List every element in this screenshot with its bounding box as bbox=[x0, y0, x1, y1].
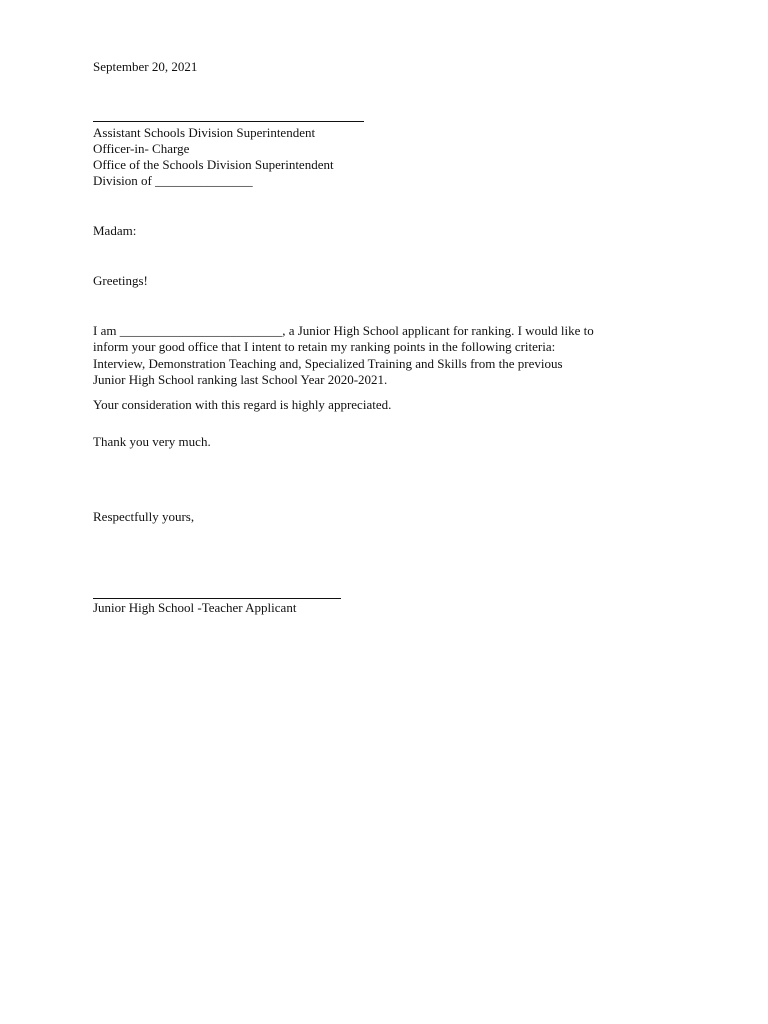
addressee-division: Division of _______________ bbox=[93, 173, 253, 188]
salutation: Madam: bbox=[93, 223, 137, 238]
addressee-name-blank-line bbox=[93, 121, 364, 122]
consideration-line: Your consideration with this regard is highly appreciated. bbox=[93, 397, 392, 412]
body-line: Interview, Demonstration Teaching and, Specialized Training and Skills from the previous bbox=[93, 355, 563, 371]
greeting: Greetings! bbox=[93, 273, 148, 288]
body-line: Junior High School ranking last School Year 2020-2021. bbox=[93, 372, 388, 388]
signature-caption: Junior High School -Teacher Applicant bbox=[93, 600, 297, 615]
addressee-position: Officer-in- Charge bbox=[93, 141, 190, 156]
thanks-line: Thank you very much. bbox=[93, 434, 211, 449]
letter-date: September 20, 2021 bbox=[93, 59, 198, 74]
body-paragraph bbox=[93, 323, 683, 389]
addressee-office: Office of the Schools Division Superintendent bbox=[93, 157, 334, 172]
signature-blank-line bbox=[93, 598, 341, 599]
addressee-title: Assistant Schools Division Superintendent bbox=[93, 125, 316, 140]
body-line: I am _________________________, a Junior High School applicant for ranking. I would like to bbox=[93, 323, 594, 338]
closing-line: Respectfully yours, bbox=[93, 509, 195, 524]
body-line: inform your good office that I intent to retain my ranking points in the following criteria: bbox=[93, 339, 556, 355]
